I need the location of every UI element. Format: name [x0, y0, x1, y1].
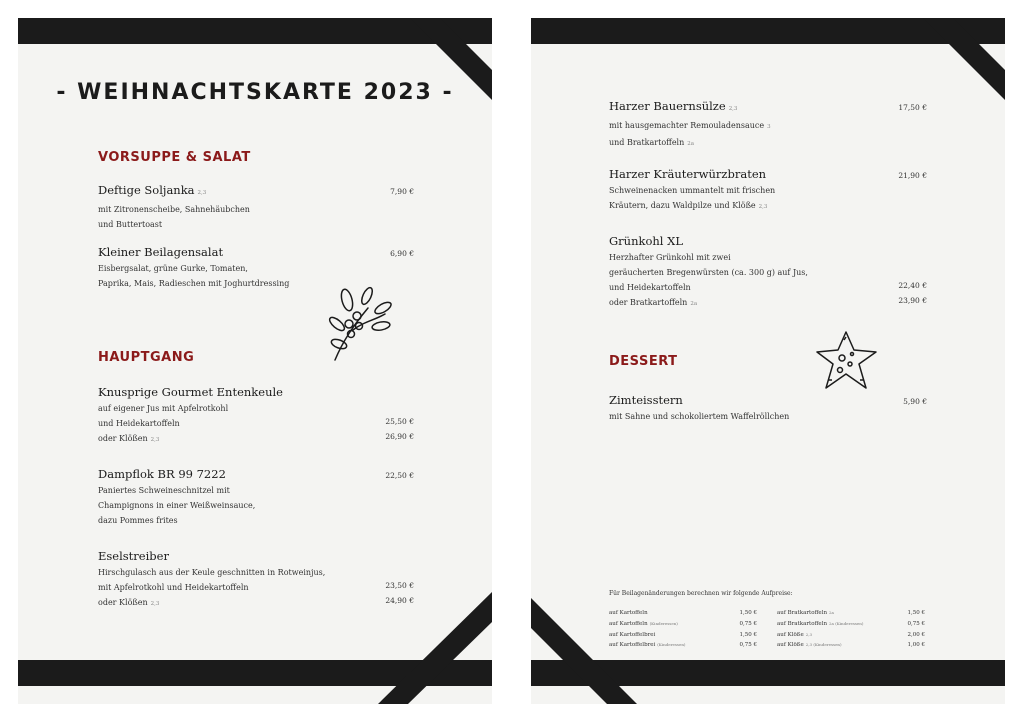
- surcharge-table-left: [609, 608, 757, 651]
- menu-item: [98, 384, 283, 448]
- item-name: Eselstreiber: [98, 549, 169, 563]
- allergen-codes: 2,3: [728, 106, 738, 112]
- surcharge-sub: 2,3: [805, 631, 813, 637]
- surcharge-sub: (Kinderessen): [657, 642, 686, 648]
- item-price: 25,50 €: [385, 417, 414, 426]
- item-name: Deftige Soljanka: [98, 183, 195, 197]
- section-heading-hauptgang: HAUPTGANG: [98, 350, 195, 365]
- surcharge-label: auf Bratkartoffeln: [777, 610, 827, 616]
- menu-item: [609, 98, 771, 152]
- item-desc: geräucherten Bregenwürsten (ca. 300 g) auf Jus,: [609, 268, 808, 277]
- surcharge-price: 0,75 €: [739, 620, 757, 627]
- item-desc: dazu Pommes frites: [98, 516, 178, 525]
- surcharge-sub: (Kinderessen): [649, 620, 678, 626]
- surcharge-sub: 2,3 (Kinderessen): [805, 642, 842, 648]
- surcharge-row: [777, 630, 925, 641]
- item-desc: Eisbergsalat, grüne Gurke, Tomaten,: [98, 264, 248, 273]
- surcharge-price: 1,50 €: [739, 631, 757, 638]
- allergen-codes: 2,3: [150, 437, 160, 443]
- item-price: 22,50 €: [385, 471, 414, 480]
- item-name: Harzer Kräuterwürzbraten: [609, 167, 767, 181]
- item-desc: Kräutern, dazu Waldpilze und Klöße: [609, 201, 756, 210]
- surcharge-price: 0,75 €: [907, 620, 925, 627]
- item-desc: mit Apfelrotkohl und Heidekartoffeln: [98, 583, 249, 592]
- item-desc: mit Sahne und schokoliertem Waffelröllchen: [609, 412, 790, 421]
- surcharge-row: [609, 640, 757, 651]
- surcharge-price: 2,00 €: [907, 631, 925, 638]
- item-desc: und Buttertoast: [98, 220, 163, 229]
- item-desc: mit hausgemachter Remouladensauce: [609, 121, 765, 130]
- menu-item: [98, 244, 289, 291]
- menu-item: [609, 166, 775, 215]
- item-desc: und Bratkartoffeln: [609, 138, 685, 147]
- menu-item: [98, 466, 255, 528]
- allergen-codes: 3: [767, 124, 771, 130]
- surcharge-table-right: [777, 608, 925, 651]
- surcharge-sub: 2a: [829, 610, 834, 615]
- surcharge-label: auf Klöße: [777, 631, 804, 638]
- surcharge-note: Für Beilagenänderungen berechnen wir folgende Aufpreise:: [609, 590, 793, 597]
- item-price: 5,90 €: [903, 397, 927, 406]
- item-desc: Paniertes Schweineschnitzel mit: [98, 486, 230, 495]
- item-desc: oder Klößen: [98, 598, 148, 607]
- item-name: Knusprige Gourmet Entenkeule: [98, 385, 283, 399]
- item-desc: und Heidekartoffeln: [609, 283, 691, 292]
- surcharge-label: auf Kartoffeln: [609, 610, 648, 616]
- surcharge-label: auf Bratkartoffeln: [777, 620, 827, 627]
- item-price: 21,90 €: [898, 171, 927, 180]
- surcharge-label: auf Klöße: [777, 642, 804, 649]
- item-desc: Hirschgulasch aus der Keule geschnitten in Rotweinjus,: [98, 568, 326, 577]
- section-heading-dessert: DESSERT: [609, 354, 678, 369]
- item-price: 6,90 €: [390, 249, 414, 258]
- surcharge-row: [777, 640, 925, 651]
- surcharge-price: 1,50 €: [739, 610, 757, 616]
- item-desc: oder Klößen: [98, 434, 148, 443]
- allergen-codes: 2,3: [150, 601, 160, 607]
- allergen-codes: 2,3: [197, 190, 207, 196]
- menu-page-left: [18, 18, 492, 704]
- item-desc: Herzhafter Grünkohl mit zwei: [609, 253, 731, 262]
- item-price: 26,90 €: [385, 432, 414, 441]
- item-desc: mit Zitronenscheibe, Sahnehäubchen: [98, 205, 250, 214]
- item-name: Grünkohl XL: [609, 234, 683, 248]
- surcharge-label: auf Kartoffelbrei: [609, 631, 656, 638]
- item-desc: Paprika, Mais, Radieschen mit Joghurtdressing: [98, 279, 290, 288]
- item-name: Harzer Bauernsülze: [609, 99, 726, 113]
- surcharge-price: 1,50 €: [907, 610, 925, 616]
- item-price: 22,40 €: [898, 281, 927, 290]
- surcharge-label: auf Kartoffeln: [609, 620, 648, 627]
- allergen-codes: 2,3: [758, 204, 768, 210]
- item-price: 7,90 €: [390, 187, 414, 196]
- item-price: 23,90 €: [898, 296, 927, 305]
- section-heading-vorsuppe: VORSUPPE & SALAT: [98, 150, 251, 165]
- item-name: Kleiner Beilagensalat: [98, 245, 224, 259]
- menu-item: [609, 392, 789, 424]
- surcharge-row: [777, 619, 925, 630]
- menu-title: - WEIHNACHTSKARTE 2023 -: [56, 80, 454, 105]
- item-price: 24,90 €: [385, 596, 414, 605]
- surcharge-row: [777, 608, 925, 619]
- item-desc: Schweinenacken ummantelt mit frischen: [609, 186, 776, 195]
- item-price: 17,50 €: [898, 103, 927, 112]
- item-desc: Champignons in einer Weißweinsauce,: [98, 501, 256, 510]
- menu-item: [98, 182, 250, 232]
- item-desc: und Heidekartoffeln: [98, 419, 180, 428]
- item-desc: oder Bratkartoffeln: [609, 298, 688, 307]
- star-icon: [814, 328, 882, 394]
- surcharge-label: auf Kartoffelbrei: [609, 642, 656, 649]
- surcharge-row: [609, 619, 757, 630]
- allergen-codes: 2a: [690, 301, 698, 307]
- menu-item: [98, 548, 325, 612]
- surcharge-sub: 2a (Kinderessen): [829, 620, 864, 626]
- item-name: Dampflok BR 99 7222: [98, 467, 226, 481]
- item-desc: auf eigener Jus mit Apfelrotkohl: [98, 404, 229, 413]
- menu-item: [609, 233, 808, 312]
- item-price: 23,50 €: [385, 581, 414, 590]
- surcharge-price: 0,75 €: [739, 642, 757, 649]
- surcharge-price: 1,00 €: [907, 642, 925, 649]
- menu-page-right: [531, 18, 1005, 704]
- item-name: Zimteisstern: [609, 393, 683, 407]
- surcharge-row: [609, 608, 757, 619]
- mistletoe-icon: [323, 286, 393, 364]
- surcharge-row: [609, 630, 757, 641]
- allergen-codes: 2a: [687, 141, 695, 147]
